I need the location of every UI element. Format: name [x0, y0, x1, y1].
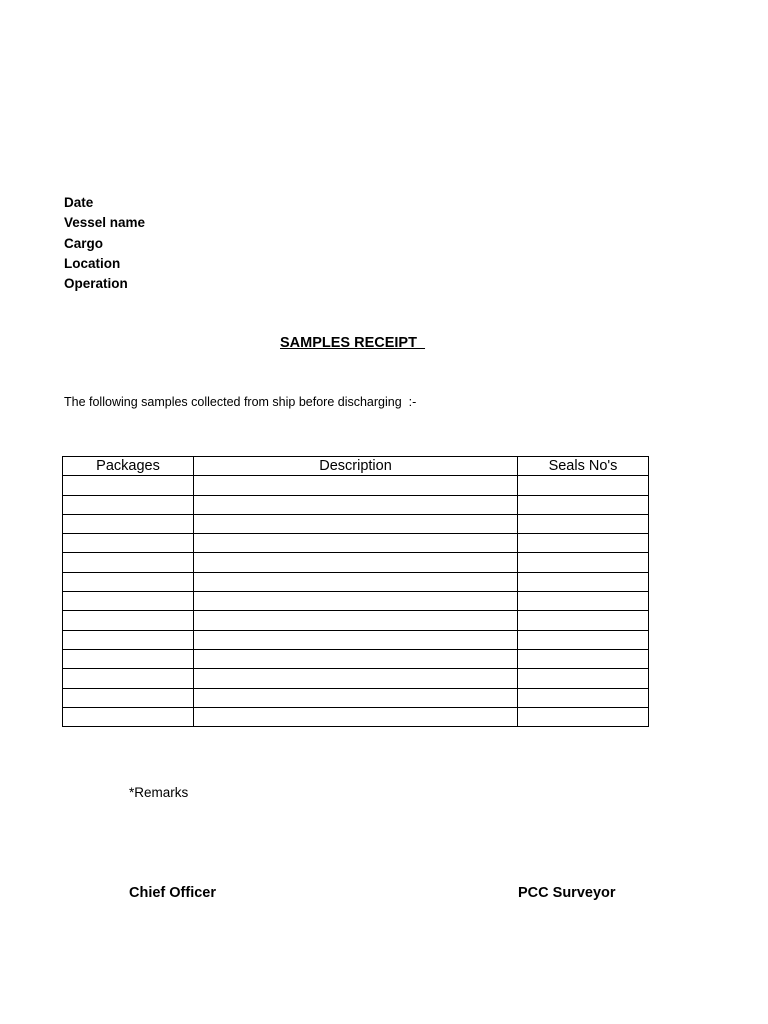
table-row [63, 669, 649, 688]
table-cell [194, 495, 518, 514]
table-cell [518, 592, 649, 611]
table-row [63, 611, 649, 630]
table-cell [63, 572, 194, 591]
field-location-label: Location [64, 255, 121, 271]
table-cell [63, 534, 194, 553]
table-row [63, 534, 649, 553]
table-row [63, 476, 649, 495]
table-cell [63, 553, 194, 572]
table-cell [63, 592, 194, 611]
header-description: Description [194, 457, 518, 476]
table-cell [518, 572, 649, 591]
table-row [63, 630, 649, 649]
table-cell [63, 649, 194, 668]
table-cell [194, 553, 518, 572]
header-fields [64, 194, 145, 295]
table-cell [518, 649, 649, 668]
table-row [63, 553, 649, 572]
table-cell [518, 669, 649, 688]
table-cell [194, 514, 518, 533]
pcc-surveyor-signature-label: PCC Surveyor [518, 885, 616, 901]
table-cell [194, 688, 518, 707]
table-row [63, 707, 649, 726]
table-cell [63, 476, 194, 495]
table-row [63, 592, 649, 611]
field-operation-label: Operation [64, 276, 128, 292]
table-header-row [63, 457, 649, 476]
field-vessel-name-label: Vessel name [64, 215, 146, 231]
table-cell [194, 630, 518, 649]
table-cell [194, 572, 518, 591]
table-cell [518, 514, 649, 533]
table-cell [194, 592, 518, 611]
table-cell [518, 688, 649, 707]
field-cargo-label: Cargo [64, 235, 104, 251]
table-cell [518, 534, 649, 553]
table-cell [63, 630, 194, 649]
table-cell [63, 514, 194, 533]
intro-text: The following samples collected from ship before discharging :- [64, 395, 417, 409]
table-cell [63, 611, 194, 630]
table-row [63, 649, 649, 668]
header-seals-nos: Seals No's [518, 457, 649, 476]
table-cell [194, 534, 518, 553]
table-cell [518, 630, 649, 649]
table-cell [194, 611, 518, 630]
table-row [63, 688, 649, 707]
table-row [63, 572, 649, 591]
table-cell [518, 476, 649, 495]
table-cell [518, 553, 649, 572]
table-cell [194, 476, 518, 495]
table-cell [194, 669, 518, 688]
samples-table-body [63, 476, 649, 727]
table-cell [518, 611, 649, 630]
samples-table [62, 456, 649, 727]
table-cell [63, 495, 194, 514]
table-row [63, 495, 649, 514]
table-cell [194, 649, 518, 668]
table-cell [518, 707, 649, 726]
chief-officer-signature-label: Chief Officer [129, 885, 217, 901]
remarks-label: *Remarks [129, 785, 189, 800]
table-row [63, 514, 649, 533]
document-title: SAMPLES RECEIPT [280, 335, 426, 351]
table-cell [518, 495, 649, 514]
table-cell [63, 688, 194, 707]
field-date-label: Date [64, 195, 94, 210]
table-cell [194, 707, 518, 726]
table-cell [63, 707, 194, 726]
header-packages: Packages [63, 457, 194, 476]
table-cell [63, 669, 194, 688]
